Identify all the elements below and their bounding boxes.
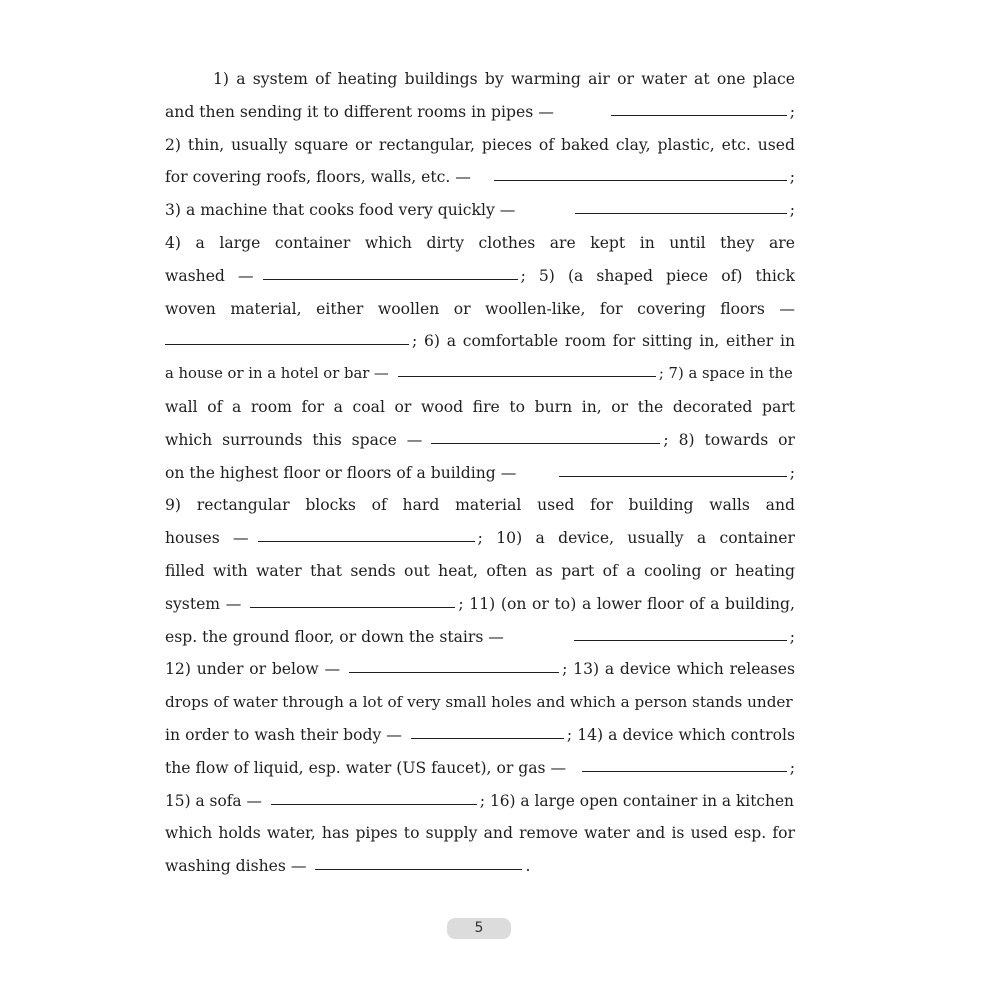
line-text: 15) a sofa — (165, 791, 262, 810)
line-text: esp. the ground floor, or down the stairs — (165, 627, 504, 646)
page-number: 5 (447, 918, 511, 939)
line-text: ; (789, 758, 795, 777)
text-line (165, 227, 795, 260)
answer-blank (494, 179, 787, 181)
answer-blank (398, 375, 656, 377)
line-text: ; 14) a device which controls (566, 725, 796, 744)
text-line (165, 653, 795, 686)
text-line (165, 194, 795, 227)
line-text: ; 6) a comfortable room for sitting in, either in (412, 332, 795, 351)
line-text: washed — (165, 266, 254, 285)
line-text: wall of a room for a coal or wood fire to burn in, or the decorated part (165, 397, 795, 416)
line-text: washing dishes — (165, 857, 307, 876)
text-line (165, 489, 795, 522)
line-text: for covering roofs, floors, walls, etc. — (165, 168, 471, 187)
text-line (165, 260, 795, 293)
line-text: ; (789, 627, 795, 646)
text-line (165, 63, 795, 96)
answer-blank (582, 770, 787, 772)
line-text: ; 10) a device, usually a container (477, 529, 795, 548)
answer-blank (315, 868, 522, 870)
line-text: on the highest floor or floors of a building — (165, 463, 517, 482)
text-line (165, 96, 795, 129)
text-line (165, 719, 795, 752)
text-line (165, 358, 795, 391)
line-text: ; 11) (on or to) a lower floor of a building, (458, 594, 795, 613)
line-text: ; 16) a large open container in a kitchen (479, 791, 794, 810)
text-line (165, 293, 795, 326)
line-text: ; 5) (a shaped piece of) thick (520, 266, 795, 285)
text-line (165, 850, 795, 883)
text-line (165, 129, 795, 162)
answer-blank (431, 442, 660, 444)
line-text: ; (789, 168, 795, 187)
line-text: which surrounds this space — (165, 430, 423, 449)
line-text: 12) under or below — (165, 660, 341, 679)
text-line (165, 325, 795, 358)
line-text: 3) a machine that cooks food very quickly — (165, 201, 516, 220)
text-line (165, 457, 795, 490)
line-text: 2) thin, usually square or rectangular, pieces of baked clay, plastic, etc. used (165, 135, 795, 154)
text-line (165, 621, 795, 654)
line-text: 1) a system of heating buildings by warming air or water at one place (213, 70, 795, 88)
line-text: ; (789, 463, 795, 482)
text-line (165, 588, 795, 621)
line-text: a house or in a hotel or bar — (165, 365, 389, 383)
answer-blank (271, 803, 477, 805)
line-text: . (525, 857, 531, 876)
answer-blank (349, 671, 559, 673)
line-text: ; 7) a space in the (658, 365, 793, 383)
line-text: houses — (165, 529, 249, 548)
text-line (165, 785, 795, 818)
text-line (165, 817, 795, 850)
text-line (165, 391, 795, 424)
exercise-text (165, 63, 795, 883)
line-text: and then sending it to different rooms in pipes — (165, 102, 554, 121)
line-text: filled with water that sends out heat, often as part of a cooling or heating (165, 561, 795, 580)
text-line (165, 424, 795, 457)
line-text: in order to wash their body — (165, 725, 402, 744)
line-text: woven material, either woollen or woollen-like, for covering floors — (165, 299, 795, 318)
answer-blank (574, 639, 787, 641)
line-text: ; 13) a device which releases (562, 660, 795, 679)
answer-blank (258, 540, 475, 542)
answer-blank (263, 278, 518, 280)
text-line (165, 161, 795, 194)
text-line (165, 522, 795, 555)
line-text: system — (165, 594, 242, 613)
answer-blank (611, 114, 787, 116)
text-line (165, 555, 795, 588)
answer-blank (411, 737, 564, 739)
line-text: ; (789, 201, 795, 220)
answer-blank (575, 212, 787, 214)
line-text: ; 8) towards or (663, 430, 795, 449)
line-text: the flow of liquid, esp. water (US faucet), or gas — (165, 758, 567, 777)
answer-blank (250, 606, 455, 608)
answer-blank (165, 343, 409, 345)
answer-blank (559, 475, 787, 477)
line-text: which holds water, has pipes to supply and remove water and is used esp. for (165, 824, 795, 843)
text-line (165, 686, 795, 719)
line-text: 9) rectangular blocks of hard material used for building walls and (165, 496, 795, 515)
line-text: ; (789, 102, 795, 121)
text-line (165, 752, 795, 785)
line-text: 4) a large container which dirty clothes are kept in until they are (165, 233, 795, 252)
line-text: drops of water through a lot of very small holes and which a person stands under (165, 693, 793, 712)
